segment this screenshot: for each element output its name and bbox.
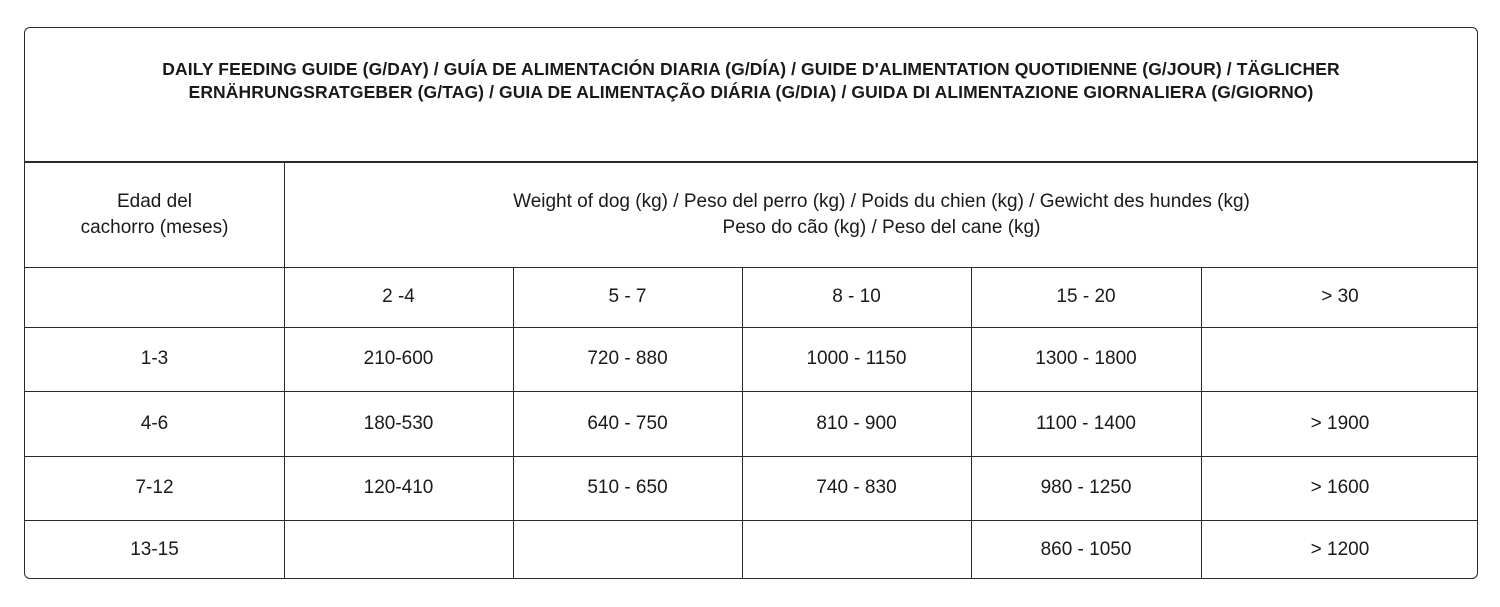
age-cell: 13-15	[130, 539, 179, 560]
weight-header-line-2: Peso do cão (kg) / Peso del cane (kg)	[722, 216, 1041, 238]
grams-cell: 1300 - 1800	[1035, 348, 1137, 369]
weight-column-header: 8 - 10	[832, 286, 881, 307]
feeding-guide-table	[24, 27, 1478, 579]
row-divider	[25, 162, 1477, 163]
age-column-header	[25, 162, 284, 267]
grams-cell: 860 - 1050	[1040, 539, 1132, 560]
grams-cell: 510 - 650	[587, 477, 668, 498]
grams-cell	[513, 520, 742, 579]
title-band	[25, 28, 1477, 162]
age-cell: 1-3	[140, 348, 169, 369]
age-header-line-1: Edad del	[116, 190, 192, 212]
weight-header-line-1: Weight of dog (kg) / Peso del perro (kg) / Poids du chien (kg) / Gewicht des hundes (kg)	[513, 190, 1250, 212]
weight-column-header: 2 -4	[382, 286, 415, 307]
grams-cell: 720 - 880	[587, 348, 668, 369]
grams-cell	[1201, 327, 1478, 391]
grams-cell: 640 - 750	[587, 412, 668, 434]
grams-cell: 980 - 1250	[1040, 477, 1132, 498]
weight-column-header: 5 - 7	[608, 286, 647, 307]
table-title	[65, 58, 1437, 104]
age-cell: 7-12	[135, 477, 174, 498]
weight-group-header	[284, 162, 1478, 267]
grams-cell: > 1900	[1310, 412, 1370, 434]
title-line-2: ERNÄHRUNGSRATGEBER (G/TAG) / GUIA DE ALIMENTAÇÃO DIÁRIA (G/DIA) / GUIDA DI ALIMENTAZIONE GIORNALIERA (G/GIORNO)	[188, 82, 1314, 102]
grams-cell: 210-600	[363, 348, 434, 369]
grams-cell: 1100 - 1400	[1035, 412, 1136, 434]
weight-column-header: > 30	[1321, 286, 1359, 307]
grams-cell	[742, 520, 971, 579]
age-cell: 4-6	[140, 412, 169, 434]
grams-cell: > 1200	[1310, 539, 1370, 560]
grams-cell: 740 - 830	[816, 477, 897, 498]
grams-cell: 1000 - 1150	[806, 348, 907, 369]
age-header-line-2: cachorro (meses)	[80, 216, 229, 238]
weight-column-header: 15 - 20	[1056, 286, 1116, 307]
title-line-1: DAILY FEEDING GUIDE (G/DAY) / GUÍA DE ALIMENTACIÓN DIARIA (G/DÍA) / GUIDE D'ALIMENTATION QUOTIDIENNE (G/JOUR) / TÄGLICHER	[162, 59, 1340, 79]
grams-cell: 120-410	[363, 477, 434, 498]
grams-cell	[284, 520, 513, 579]
grams-cell: 810 - 900	[816, 412, 897, 434]
grams-cell: > 1600	[1310, 477, 1370, 498]
empty-header-cell	[25, 267, 284, 327]
grams-cell: 180-530	[363, 412, 434, 434]
